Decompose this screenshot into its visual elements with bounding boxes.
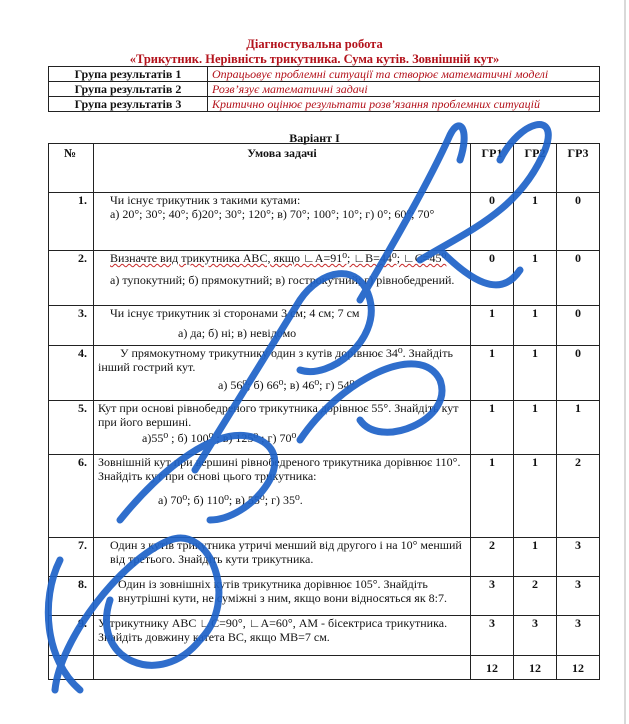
row-num: 1. — [49, 193, 94, 251]
table-row — [49, 306, 600, 346]
row-gr3: 0 — [557, 193, 600, 251]
task-options: а)55⁰ ; б) 100⁰ ; в) 125⁰ ; г) 70⁰ — [142, 431, 297, 445]
table-row — [49, 346, 600, 401]
doc-title: Діагностувальна робота — [246, 37, 383, 51]
table-row — [49, 251, 600, 306]
row-gr3: 0 — [557, 346, 600, 401]
row-gr2: 2 — [514, 577, 557, 616]
table-row — [49, 455, 600, 538]
group-desc: Критично оцінює результати розв’язання проблемних ситуацій — [208, 97, 600, 112]
row-task — [94, 346, 471, 401]
variant-label: Варіант І — [289, 131, 340, 145]
col-header-gr3: ГР3 — [557, 144, 600, 193]
row-num: 7. — [49, 538, 94, 577]
row-gr1: 1 — [471, 455, 514, 538]
row-gr3: 1 — [557, 401, 600, 455]
row-gr2: 1 — [514, 401, 557, 455]
row-gr1: 3 — [471, 616, 514, 656]
row-task — [94, 306, 471, 346]
total-gr2: 12 — [514, 656, 557, 680]
task-options: а) 70⁰; б) 110⁰; в) 55⁰; г) 35⁰. — [158, 493, 303, 507]
group-desc: Опрацьовує проблемні ситуації та створює математичні моделі — [208, 67, 600, 82]
table-row — [49, 193, 600, 251]
table-row — [49, 616, 600, 656]
doc-subtitle: «Трикутник. Нерівність трикутника. Сума кутів. Зовнішній кут» — [129, 52, 500, 66]
table-header-row — [49, 144, 600, 193]
total-gr3: 12 — [557, 656, 600, 680]
row-num: 9. — [49, 616, 94, 656]
row-num: 6. — [49, 455, 94, 538]
totals-num-cell — [49, 656, 94, 680]
row-num: 8. — [49, 577, 94, 616]
row-task — [94, 251, 471, 306]
row-num: 4. — [49, 346, 94, 401]
task-options: а) 20°; 30°; 40°; б)20°; 30°; 120°; в) 70°; 100°; 10°; г) 0°; 60°; 70° — [110, 207, 435, 221]
row-task — [94, 616, 471, 656]
table-row — [49, 401, 600, 455]
task-text: Чи існує трикутник зі сторонами 3 см; 4 см; 7 см — [110, 306, 360, 320]
task-text: Кут при основі рівнобедреного трикутника дорівнює 55°. Знайдіть кут при його вершині. — [98, 401, 459, 429]
total-gr1: 12 — [471, 656, 514, 680]
groups-table — [48, 66, 600, 112]
row-gr2: 1 — [514, 346, 557, 401]
task-text: Один із зовнішніх кутів трикутника дорівнює 105°. Знайдіть внутрішні кути, не суміжні з ним, якщо вони відносяться як 8:7. — [118, 577, 447, 605]
row-gr1: 1 — [471, 306, 514, 346]
row-task — [94, 577, 471, 616]
task-options: а) да; б) ні; в) невідомо — [178, 326, 297, 340]
row-gr3: 3 — [557, 577, 600, 616]
table-row — [49, 577, 600, 616]
row-gr3: 3 — [557, 538, 600, 577]
row-gr2: 1 — [514, 538, 557, 577]
row-gr2: 1 — [514, 455, 557, 538]
row-gr3: 3 — [557, 616, 600, 656]
row-gr1: 1 — [471, 346, 514, 401]
row-gr1: 1 — [471, 401, 514, 455]
group-desc: Розв’язує математичні задачі — [208, 82, 600, 97]
task-text: Один з кутів трикутника утричі менший від другого і на 10° менший від третього. Знайдіть кути трикутника. — [110, 538, 462, 566]
group-row — [49, 82, 600, 97]
row-gr1: 2 — [471, 538, 514, 577]
row-task — [94, 538, 471, 577]
row-num: 5. — [49, 401, 94, 455]
row-gr3: 2 — [557, 455, 600, 538]
row-task — [94, 455, 471, 538]
row-num: 2. — [49, 251, 94, 306]
row-gr1: 3 — [471, 577, 514, 616]
group-name: Група результатів 1 — [49, 67, 208, 82]
group-row — [49, 67, 600, 82]
totals-task-cell — [94, 656, 471, 680]
task-options: а) 56⁰; б) 66⁰; в) 46⁰; г) 54⁰ — [218, 378, 355, 392]
tasks-table — [48, 143, 600, 680]
col-header-task: Умова задачі — [94, 144, 471, 193]
table-row — [49, 538, 600, 577]
task-text: У прямокутному трикутнику один з кутів дорівнює 34⁰. Знайдіть інший гострий кут. — [98, 346, 453, 374]
task-text: Чи існує трикутник з такими кутами: — [110, 193, 301, 207]
row-gr3: 0 — [557, 251, 600, 306]
row-gr1: 0 — [471, 193, 514, 251]
row-gr3: 0 — [557, 306, 600, 346]
group-row — [49, 97, 600, 112]
row-task — [94, 193, 471, 251]
row-gr2: 1 — [514, 306, 557, 346]
col-header-num: № — [49, 144, 94, 193]
row-gr2: 3 — [514, 616, 557, 656]
task-text: У трикутнику АВС ∟С=90°, ∟А=60°, АМ - бісектриса трикутника. Знайдіть довжину катета ВС, якщо МВ=7 см. — [98, 616, 448, 644]
task-text: Визначте вид трикутника АВС, якщо ∟А=91⁰; ∟В=44⁰; ∟С=45⁰ — [110, 251, 447, 265]
group-name: Група результатів 2 — [49, 82, 208, 97]
row-num: 3. — [49, 306, 94, 346]
col-header-gr1: ГР1 — [471, 144, 514, 193]
row-gr2: 1 — [514, 251, 557, 306]
group-name: Група результатів 3 — [49, 97, 208, 112]
row-task — [94, 401, 471, 455]
row-gr2: 1 — [514, 193, 557, 251]
task-text: Зовнішній кут при вершині рівнобедреного трикутника дорівнює 110°. Знайдіть кут при основі цього трикутника: — [98, 455, 461, 483]
row-gr1: 0 — [471, 251, 514, 306]
task-options: а) тупокутний; б) прямокутний; в) гострокутний; г) рівнобедрений. — [110, 273, 455, 287]
col-header-gr2: ГР2 — [514, 144, 557, 193]
totals-row — [49, 656, 600, 680]
